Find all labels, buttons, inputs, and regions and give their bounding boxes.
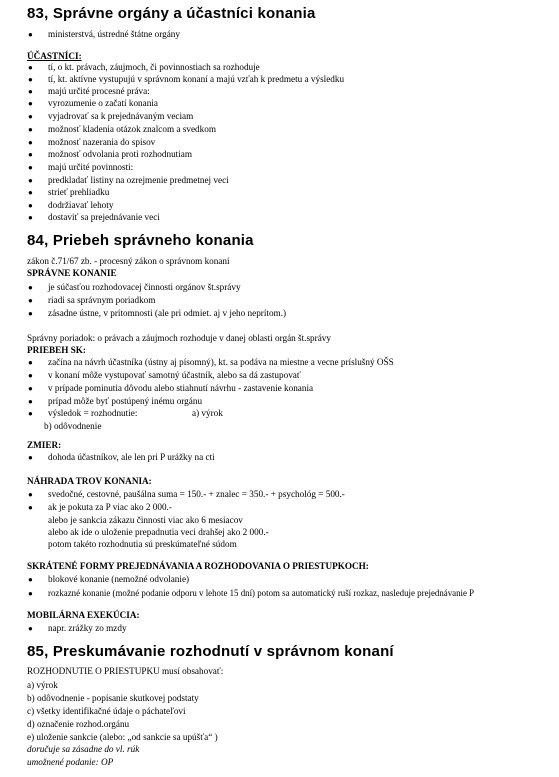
bullet: ●	[28, 453, 33, 462]
list-item: dohoda účastníkov, ale len pri P urážky na cti	[48, 452, 215, 462]
list-item: a) výrok	[27, 680, 58, 690]
settlement-heading: ZMIER:	[27, 440, 62, 450]
bullet: ●	[28, 150, 33, 159]
bullet: ●	[28, 397, 33, 406]
list-item: v konaní môže vystupovať samotný účastník, alebo sa dá zastupovať	[48, 370, 301, 380]
list-item: dodržiavať lehoty	[48, 200, 114, 210]
bullet: ●	[28, 99, 33, 108]
list-item: ak je pokuta za P viac ako 2 000.-	[48, 502, 172, 512]
decision-intro: ROZHODNUTIE O PRIESTUPKU musí obsahovať:	[27, 666, 224, 676]
bullet: ●	[28, 163, 33, 172]
course-heading: PRIEBEH SK:	[27, 345, 86, 355]
list-item: b) odôvodnenie - popísanie skutkovej podstaty	[27, 693, 199, 703]
list-item: napr. zrážky zo mzdy	[48, 623, 127, 633]
delivery-note: doručuje sa zásadne do vl. rúk	[27, 744, 140, 754]
list-item: strieť prehliadku	[48, 187, 110, 197]
appeal-note: umožnené podanie: OP	[27, 757, 114, 767]
list-item: možnosť odvolania proti rozhodnutiam	[48, 149, 193, 159]
list-item: zásadne ústne, v prítomnosti (ale pri odmiet. aj v jeho neprítom.)	[48, 308, 287, 318]
list-item: riadi sa správnym poriadkom	[48, 295, 156, 305]
bullet: ●	[28, 589, 33, 598]
list-item: dostaviť sa prejednávanie veci	[48, 212, 160, 222]
costs-heading: NÁHRADA TROV KONANIA:	[27, 476, 152, 486]
administrative-code-note: Správny poriadok: o právach a záujmoch rozhoduje v danej oblasti orgán št.správy	[27, 333, 331, 343]
list-item: v prípade pominutia dôvodu alebo stiahnutí návrhu - zastavenie konania	[48, 383, 314, 393]
bullet: ●	[28, 575, 33, 584]
bullet: ●	[28, 176, 33, 185]
list-item: tí, o kt. právach, záujmoch, či povinnostiach sa rozhoduje	[48, 62, 260, 72]
bullet: ●	[28, 624, 33, 633]
bullet: ●	[28, 490, 33, 499]
bullet: ●	[28, 309, 33, 318]
administrative-proceeding-heading: SPRÁVNE KONANIE	[27, 268, 117, 278]
list-item: výsledok = rozhodnutie:	[48, 408, 138, 418]
section-84-title: 84, Priebeh správneho konania	[27, 232, 254, 249]
participants-heading: ÚČASTNÍCI:	[27, 51, 82, 61]
bullet: ●	[28, 283, 33, 292]
bullet: ●	[28, 503, 33, 512]
mobile-execution-heading: MOBILÁRNA EXEKÚCIA:	[27, 610, 140, 620]
list-item: d) označenie rozhod.orgánu	[27, 719, 130, 729]
list-item: svedočné, cestovné, paušálna suma = 150.- + znalec = 350.- + psychológ = 500.-	[48, 489, 345, 499]
bullet: ●	[28, 296, 33, 305]
bullet: ●	[28, 75, 33, 84]
section-83-title: 83, Správne orgány a účastníci konania	[27, 5, 316, 22]
bullet: ●	[28, 213, 33, 222]
list-item: predkladať listiny na ozrejmenie predmetnej veci	[48, 175, 229, 185]
section-85-title: 85, Preskumávanie rozhodnutí v správnom konaní	[27, 643, 394, 660]
list-continuation: alebo ak ide o uloženie prepadnutia veci drahšej ako 2 000.-	[48, 527, 269, 537]
list-item: rozkazné konanie (možné podanie odporu v lehote 15 dní) potom sa automatický ruší rozkaz, nasleduje prejednávanie P	[48, 588, 475, 598]
list-item: majú určité povinnosti:	[48, 162, 134, 172]
bullet: ●	[28, 125, 33, 134]
list-item: začína na návrh účastníka (ústny aj písomný), kt. sa podáva na miestne a vecne príslušný OŠS	[48, 357, 394, 367]
list-continuation: alebo je sankcia zákazu činnosti viac ako 6 mesiacov	[48, 515, 243, 525]
bullet: ●	[28, 112, 33, 121]
list-item: možnosť nazerania do spisov	[48, 137, 156, 147]
verdict-item: a) výrok	[192, 408, 223, 418]
list-item: prípad môže byť postúpený inému orgánu	[48, 396, 203, 406]
justification-item: b) odôvodnenie	[44, 421, 102, 431]
bullet: ●	[28, 63, 33, 72]
list-item: vyrozumenie o začatí konania	[48, 98, 158, 108]
list-item: ministerstvá, ústredné štátne orgány	[48, 29, 180, 39]
list-item: je súčasťou rozhodovacej činnosti orgánov št.správy	[48, 282, 241, 292]
list-item: tí, kt. aktívne vystupujú v správnom konaní a majú vzťah k predmetu a výsledku	[48, 74, 345, 84]
list-item: vyjadrovať sa k prejednávaným veciam	[48, 111, 194, 121]
list-item: majú určité procesné práva:	[48, 86, 150, 96]
list-item: možnosť kladenia otázok znalcom a svedkom	[48, 124, 216, 134]
bullet: ●	[28, 30, 33, 39]
list-item: e) uloženie sankcie (alebo: „od sankcie sa upúšťa“ )	[27, 732, 218, 742]
bullet: ●	[28, 384, 33, 393]
list-continuation: potom takéto rozhodnutia sú preskúmateľné súdom	[48, 539, 237, 549]
shortened-forms-heading: SKRÁTENÉ FORMY PREJEDNÁVANIA A ROZHODOVANIA O PRIESTUPKOCH:	[27, 561, 369, 571]
bullet: ●	[28, 201, 33, 210]
bullet: ●	[28, 371, 33, 380]
bullet: ●	[28, 138, 33, 147]
law-reference: zákon č.71/67 zb. - procesný zákon o správnom konaní	[27, 256, 230, 266]
list-item: c) všetky identifikačné údaje o páchateľovi	[27, 706, 186, 716]
bullet: ●	[28, 409, 33, 418]
bullet: ●	[28, 87, 33, 96]
bullet: ●	[28, 358, 33, 367]
bullet: ●	[28, 188, 33, 197]
list-item: blokové konanie (nemožné odvolanie)	[48, 574, 190, 584]
